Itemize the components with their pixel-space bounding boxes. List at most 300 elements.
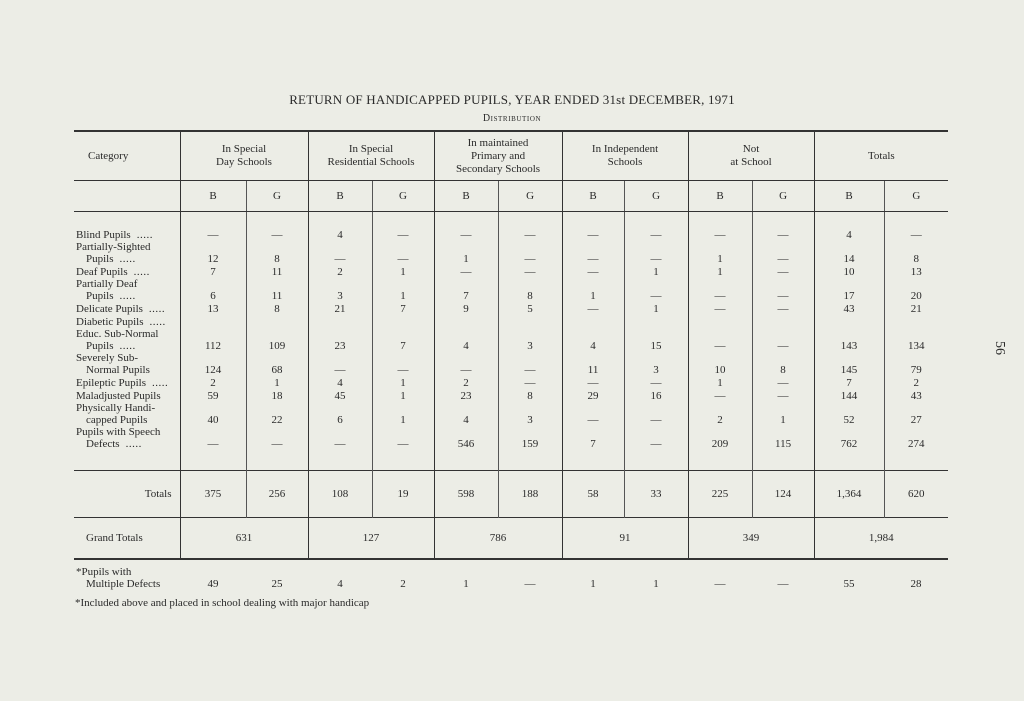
group-line: In Independent [591,143,659,155]
data-cell: 23 [308,328,372,352]
data-cell: 11 [246,278,308,302]
group-line: In Special [221,143,267,155]
leader-dots: ..... [151,377,169,389]
data-cell: 16 [624,389,688,402]
spacer-cell [74,450,180,471]
data-cell: 3 [624,352,688,376]
data-cell: — [562,228,624,241]
data-cell: 4 [308,228,372,241]
totals-row [74,471,948,518]
data-cell: 8 [884,241,948,265]
spacer-cell [434,450,498,471]
data-cell: 8 [498,389,562,402]
header-row-bg [74,181,948,212]
multiple-defects-cell: — [524,578,536,590]
spacer-cell [434,212,498,229]
grand-totals-cell: 91 [562,518,688,560]
group-line: Schools [607,156,643,168]
data-cell: — [624,426,688,450]
data-cell: — [180,426,246,450]
data-cell [434,315,498,328]
data-cell: — [752,228,814,241]
data-cell: 1 [372,376,434,389]
header-b: B [688,181,752,212]
category-line2-text: Normal Pupils [86,364,150,376]
data-cell: 762 [814,426,884,450]
data-cell: 2 [688,402,752,426]
data-cell: 4 [434,402,498,426]
data-cell: — [308,352,372,376]
data-cell: — [688,302,752,315]
category-cell [74,241,180,265]
header-g: G [624,181,688,212]
data-cell: 17 [814,278,884,302]
spacer-cell [562,450,624,471]
data-cell: — [434,352,498,376]
header-g: G [752,181,814,212]
data-cell: 1 [434,241,498,265]
category-cell [74,278,180,302]
data-cell: — [688,278,752,302]
data-cell: 21 [308,302,372,315]
data-cell: 7 [372,302,434,315]
spacer-cell [180,212,246,229]
data-cell: 68 [246,352,308,376]
data-cell: 1 [372,402,434,426]
data-cell: 13 [884,265,948,278]
category-line1: Pupils with Speech [76,426,161,438]
data-cell [814,315,884,328]
data-cell: 45 [308,389,372,402]
data-cell [498,315,562,328]
data-cell: — [498,352,562,376]
table-row [74,278,948,302]
category-line2 [76,364,180,376]
category-line2-text: Defects [86,438,120,450]
category-line2 [76,438,180,450]
data-cell: 20 [884,278,948,302]
table-row [74,376,948,389]
data-cell: 109 [246,328,308,352]
leader-dots: ..... [119,290,136,302]
data-cell: 1 [562,278,624,302]
data-cell: 1 [624,265,688,278]
spacer-cell [752,450,814,471]
data-cell: — [752,278,814,302]
data-cell: 124 [180,352,246,376]
data-cell: 3 [498,402,562,426]
data-cell: 10 [814,265,884,278]
group-line: Secondary Schools [456,162,541,175]
data-cell [884,315,948,328]
totals-cell: 375 [180,471,246,518]
data-cell: 1 [624,302,688,315]
data-cell: — [562,402,624,426]
multiple-defects-cell: 25 [271,578,283,590]
data-cell: 18 [246,389,308,402]
spacer-cell [624,212,688,229]
multiple-defects-cell: 1 [463,578,469,590]
category-cell [74,228,180,241]
data-cell: 8 [246,302,308,315]
data-cell: — [308,241,372,265]
data-cell: — [624,241,688,265]
data-cell: — [562,302,624,315]
data-cell: — [498,228,562,241]
spacer-cell [688,212,752,229]
data-cell: 6 [180,278,246,302]
data-cell: — [372,426,434,450]
data-cell: — [752,328,814,352]
data-cell: — [498,241,562,265]
data-cell: — [624,278,688,302]
multiple-defects-cell: 4 [337,578,343,590]
multiple-line1: *Pupils with [76,566,132,578]
data-cell: 59 [180,389,246,402]
leader-dots: ..... [125,438,142,450]
spacer-cell [308,450,372,471]
spacer-cell [246,212,308,229]
data-cell: — [498,265,562,278]
data-cell: — [688,328,752,352]
data-cell: 7 [434,278,498,302]
data-cell: 3 [498,328,562,352]
data-cell: 6 [308,402,372,426]
distribution-table-container [74,130,948,590]
totals-cell: 256 [246,471,308,518]
category-cell [74,265,180,278]
data-cell: 4 [562,328,624,352]
data-cell: 134 [884,328,948,352]
data-cell: 143 [814,328,884,352]
data-cell: — [752,265,814,278]
leader-dots: ..... [148,303,166,315]
category-line2 [76,414,180,426]
category-line2-text: capped Pupils [86,414,148,426]
multiple-defects-row [74,559,948,590]
grand-totals-label: Grand Totals [74,518,180,560]
header-group-not-at-school [688,131,814,181]
category-line2 [76,340,180,352]
data-cell: 159 [498,426,562,450]
spacer-cell [498,212,562,229]
data-cell: — [752,302,814,315]
grand-totals-cell: 786 [434,518,562,560]
data-cell [624,315,688,328]
category-cell [74,426,180,450]
category-line1: Maladjusted Pupils [76,390,161,402]
data-cell: 11 [246,265,308,278]
totals-cell: 620 [884,471,948,518]
category-line1: Delicate Pupils [76,303,143,315]
group-line: In maintained [467,136,529,149]
totals-cell: 33 [624,471,688,518]
data-cell: 52 [814,402,884,426]
spacer-cell [814,212,884,229]
header-group-day [180,131,308,181]
data-cell: 2 [434,376,498,389]
spacer-cell [884,450,948,471]
table-row [74,265,948,278]
header-g: G [498,181,562,212]
data-cell: — [752,241,814,265]
data-cell [246,315,308,328]
data-cell: — [498,376,562,389]
data-cell: 43 [814,302,884,315]
data-cell: — [434,265,498,278]
data-cell: 23 [434,389,498,402]
data-cell: 274 [884,426,948,450]
spacer-cell [372,450,434,471]
header-b: B [814,181,884,212]
data-cell: 3 [308,278,372,302]
data-cell: 9 [434,302,498,315]
header-g: G [884,181,948,212]
data-cell [308,315,372,328]
table-row [74,352,948,376]
spacer-cell [498,450,562,471]
category-line1: Diabetic Pupils [76,316,144,328]
data-cell: 209 [688,426,752,450]
totals-cell: 19 [372,471,434,518]
data-cell: 11 [562,352,624,376]
spacer-cell [308,212,372,229]
table-row [74,241,948,265]
data-cell: 27 [884,402,948,426]
category-cell [74,389,180,402]
table-row [74,389,948,402]
header-category [74,131,180,181]
group-line: Not [742,143,760,155]
data-cell: — [372,352,434,376]
grand-totals-cell: 127 [308,518,434,560]
data-cell: 115 [752,426,814,450]
data-cell: 5 [498,302,562,315]
category-line1: Deaf Pupils [76,266,128,278]
table-row [74,426,948,450]
table-row [74,328,948,352]
category-line1: Physically Handi- [76,402,156,414]
multiple-defects-cell: — [777,578,789,590]
group-line: Totals [867,149,895,162]
group-line: Primary and [471,149,526,162]
data-cell: 1 [372,278,434,302]
totals-cell: 188 [498,471,562,518]
leader-dots: ..... [136,229,153,241]
group-line: Residential Schools [327,156,415,168]
leader-dots: ..... [119,340,136,352]
multiple-defects-cell: 55 [843,578,855,590]
data-cell: 13 [180,302,246,315]
data-cell: 8 [246,241,308,265]
data-cell: 14 [814,241,884,265]
data-cell: 7 [180,265,246,278]
spacer-row [74,212,948,229]
spacer-cell [688,450,752,471]
category-line2-text: Pupils [86,253,114,265]
grand-totals-cell: 1,984 [814,518,948,560]
data-cell: — [752,376,814,389]
data-cell [562,315,624,328]
group-line: In Special [348,143,394,155]
totals-cell: 58 [562,471,624,518]
multiple-defects-cell: 1 [590,578,596,590]
multiple-defects-cell: 2 [400,578,406,590]
data-cell [688,315,752,328]
leader-dots: ..... [119,253,136,265]
table-row [74,302,948,315]
table-row [74,402,948,426]
data-cell: 4 [308,376,372,389]
totals-cell: 225 [688,471,752,518]
data-cell: — [246,426,308,450]
category-line1: Blind Pupils [76,229,131,241]
category-line1: Partially Deaf [76,278,138,290]
header-group-totals [814,131,948,181]
data-cell: — [688,389,752,402]
header-blank [74,181,180,212]
distribution-table [74,130,948,590]
category-cell [74,328,180,352]
totals-cell: 1,364 [814,471,884,518]
spacer-cell [562,212,624,229]
spacer-cell [74,212,180,229]
data-cell: 10 [688,352,752,376]
data-cell: — [180,228,246,241]
category-line1: Severely Sub- [76,352,139,364]
multiple-line2: Multiple Defects [86,578,161,590]
group-line: Day Schools [216,156,272,168]
data-cell: 21 [884,302,948,315]
spacer-cell [180,450,246,471]
data-cell: — [624,402,688,426]
category-cell [74,376,180,389]
leader-dots: ..... [149,316,166,328]
data-cell: 12 [180,241,246,265]
multiple-defects-cell: 28 [910,578,922,590]
grand-totals-cell: 631 [180,518,308,560]
spacer-cell [624,450,688,471]
header-group-independent [562,131,688,181]
header-b: B [180,181,246,212]
page-number: 56 [992,341,1007,355]
data-cell: 8 [752,352,814,376]
data-cell: 546 [434,426,498,450]
data-cell: 15 [624,328,688,352]
header-g: G [372,181,434,212]
data-cell: 144 [814,389,884,402]
data-cell: — [688,228,752,241]
page-subtitle: Distribution [482,113,542,124]
data-cell: 2 [884,376,948,389]
spacer-cell [372,212,434,229]
data-cell: — [624,376,688,389]
data-cell: 1 [688,376,752,389]
data-cell: 1 [688,241,752,265]
data-cell: 43 [884,389,948,402]
data-cell: 1 [372,389,434,402]
data-cell: 40 [180,402,246,426]
category-line2-text: Pupils [86,340,114,352]
category-line1: Educ. Sub-Normal [76,328,159,340]
category-cell [74,352,180,376]
category-line1: Epileptic Pupils [76,377,146,389]
data-cell [752,315,814,328]
totals-cell: 108 [308,471,372,518]
header-b: B [434,181,498,212]
data-cell: 4 [434,328,498,352]
data-cell: 112 [180,328,246,352]
data-cell: 1 [752,402,814,426]
data-cell: 8 [498,278,562,302]
data-cell: 7 [562,426,624,450]
spacer-cell [884,212,948,229]
data-cell: 29 [562,389,624,402]
data-cell: 4 [814,228,884,241]
data-cell: — [308,426,372,450]
multiple-defects-label [74,559,180,590]
category-line2 [76,253,180,265]
header-row-groups [74,131,948,181]
data-cell: — [624,228,688,241]
header-group-maintained [434,131,562,181]
data-cell: 1 [372,265,434,278]
data-cell: 2 [180,376,246,389]
table-row [74,228,948,241]
data-cell: 79 [884,352,948,376]
category-line2 [76,290,180,302]
data-cell [372,315,434,328]
data-cell: 22 [246,402,308,426]
data-cell: — [752,389,814,402]
data-cell: — [434,228,498,241]
multiple-defects-cell: — [714,578,726,590]
header-b: B [562,181,624,212]
data-cell: — [562,265,624,278]
category-line1: Partially-Sighted [76,241,151,253]
data-cell: — [372,228,434,241]
data-cell: 1 [688,265,752,278]
page-title: RETURN OF HANDICAPPED PUPILS, YEAR ENDED 31st DECEMBER, 1971 [289,92,735,107]
spacer-cell [752,212,814,229]
data-cell: 7 [372,328,434,352]
footnote: *Included above and placed in school dealing with major handicap [75,597,370,609]
data-cell: 1 [246,376,308,389]
data-cell: — [372,241,434,265]
data-cell: — [246,228,308,241]
category-cell [74,402,180,426]
spacer-cell [246,450,308,471]
grand-totals-cell: 349 [688,518,814,560]
category-line2-text: Pupils [86,290,114,302]
totals-label: Totals [74,471,180,518]
grand-totals-row [74,518,948,560]
totals-cell: 124 [752,471,814,518]
header-category-label: Category [88,149,129,162]
multiple-defects-cell: 1 [653,578,659,590]
data-cell [180,315,246,328]
data-cell: — [562,241,624,265]
header-b: B [308,181,372,212]
spacer-row [74,450,948,471]
group-line: at School [730,156,772,168]
data-cell: 2 [308,265,372,278]
spacer-cell [814,450,884,471]
leader-dots: ..... [133,266,150,278]
data-cell: — [562,376,624,389]
header-group-residential [308,131,434,181]
category-cell [74,302,180,315]
